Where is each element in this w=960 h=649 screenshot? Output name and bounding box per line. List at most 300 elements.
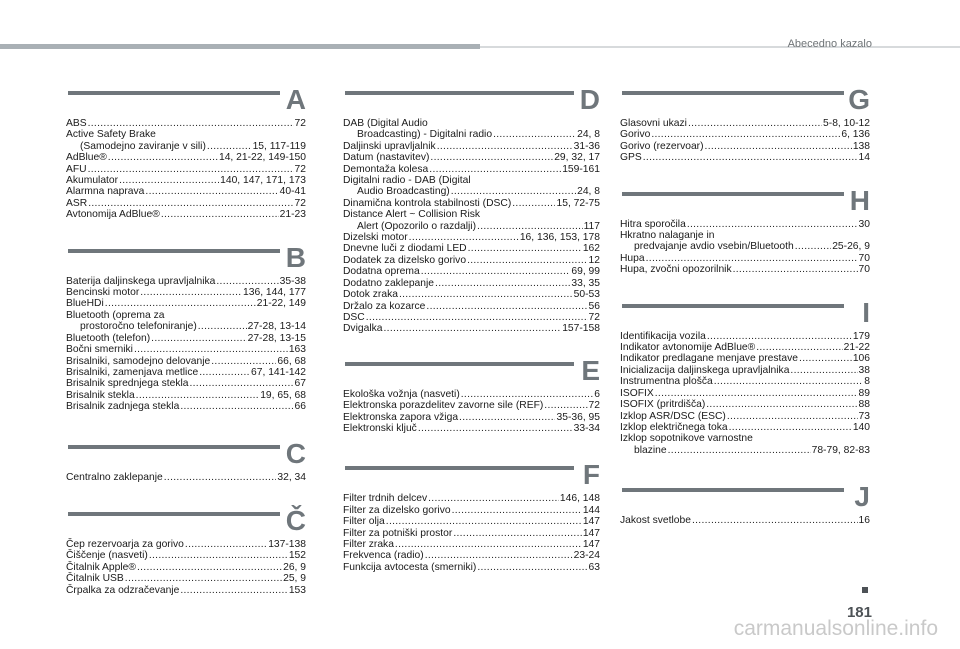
index-entry-page: 5-8, 10-12: [823, 118, 870, 129]
dot-leader: [435, 278, 570, 289]
index-entry: [66, 276, 306, 287]
dot-leader: [668, 445, 811, 456]
index-entry-text: Brisalnik zadnjega stekla: [66, 401, 180, 413]
index-entry-page: 21-23: [279, 209, 306, 221]
index-entry-page: 67, 141-142: [251, 366, 306, 378]
index-entry: [343, 243, 600, 254]
index-entry: [620, 118, 870, 129]
index-entry-page: 117: [583, 220, 600, 232]
index-entry-page: 50-53: [573, 289, 600, 301]
section-letter: H: [849, 184, 870, 216]
dot-leader: [799, 353, 852, 364]
index-entry-text: AFU: [66, 163, 87, 175]
dot-leader: [366, 312, 588, 323]
index-entry-text: (Samodejno zaviranje v sili): [80, 140, 206, 152]
section-rule: [345, 362, 574, 366]
index-entry: [343, 141, 600, 152]
section-header: [620, 184, 870, 217]
index-entry: [66, 390, 306, 401]
index-entry-text: Brisalnik stekla: [66, 389, 135, 401]
index-entry: [343, 550, 600, 561]
dot-leader: [137, 562, 282, 573]
index-section-c: [66, 437, 306, 483]
index-section-i: [620, 296, 870, 456]
section-rule: [345, 466, 574, 470]
index-entry: [343, 528, 600, 539]
index-entry-page: 31-36: [573, 140, 600, 152]
index-entry-text: Držalo za kozarce: [343, 300, 426, 312]
section-letter: Č: [285, 504, 306, 536]
section-letter: J: [854, 481, 870, 513]
dot-leader: [437, 141, 573, 152]
index-entry-page: 159-161: [562, 163, 600, 175]
dot-leader: [185, 539, 267, 550]
dot-leader: [428, 493, 559, 504]
index-entry-text: Inicializacija daljinskega upravljalnika: [620, 364, 790, 376]
index-entry-page: 179: [852, 330, 870, 342]
index-entry-text: Identifikacija vozila: [620, 330, 706, 342]
index-entry: [66, 367, 306, 378]
dot-leader: [425, 550, 573, 561]
index-entry-text: ABS: [66, 118, 87, 129]
index-entry-page: 63: [588, 561, 600, 573]
dot-leader: [756, 342, 842, 353]
dot-leader: [426, 301, 587, 312]
section-header: [620, 296, 870, 329]
index-entry-page: 35-38: [279, 275, 306, 287]
index-entry-page: 78-79, 82-83: [811, 444, 870, 456]
index-entry-page: 69, 99: [571, 266, 600, 278]
index-entry-text: ASR: [66, 197, 88, 209]
dot-leader: [161, 209, 279, 220]
index-entry-page: 147: [582, 538, 600, 550]
dot-leader: [108, 152, 218, 163]
index-entry-page: 152: [288, 550, 306, 562]
index-entry: [620, 353, 870, 364]
index-entry-page: 26, 9: [283, 561, 306, 573]
section-rule: [622, 304, 844, 308]
section-rule: [622, 91, 844, 95]
index-entry: [620, 376, 870, 387]
index-entry-page: 72: [294, 197, 306, 209]
index-entry-page: 70: [858, 252, 870, 264]
index-entry-text: DSC: [343, 311, 365, 323]
index-entry: [343, 400, 600, 411]
index-entry: [66, 186, 306, 197]
dot-leader: [149, 550, 288, 561]
index-entry-text: Ekološka vožnja (nasveti): [343, 388, 460, 400]
dot-leader: [461, 389, 594, 400]
dot-leader: [512, 198, 555, 209]
dot-leader: [493, 129, 576, 140]
index-entry-page: 73: [858, 410, 870, 422]
index-entry-text: ISOFIX (pritrdišča): [620, 399, 706, 411]
index-entry-page: 27-28, 13-15: [247, 332, 306, 344]
index-entry: [343, 301, 600, 312]
section-header: [343, 86, 600, 116]
index-entry-text: Dodatno zaklepanje: [343, 277, 435, 289]
index-entry-text: BlueHDi: [66, 298, 104, 310]
index-entry-text: Brisalniki, zamenjava metlice: [66, 366, 199, 378]
dot-leader: [409, 232, 519, 243]
index-entry-text: ISOFIX: [620, 387, 654, 399]
index-entry-text: Hupa: [620, 252, 645, 264]
index-entry-text: Indikator predlagane menjave prestave: [620, 353, 799, 365]
dot-leader: [88, 118, 294, 129]
index-entry-text: Bluetooth (telefon): [66, 332, 151, 344]
watermark: carmanualsonline.info: [733, 617, 938, 640]
index-entry: [620, 388, 870, 399]
section-header: [620, 86, 870, 116]
dot-leader: [692, 515, 858, 526]
dot-leader: [451, 186, 576, 197]
index-entry-page: 40-41: [279, 186, 306, 198]
index-entry-page: 144: [582, 504, 600, 516]
index-entry-page: 147: [582, 527, 600, 539]
index-entry-text: Digitalni radio - DAB (Digital: [343, 175, 471, 187]
index-entry-text: Izklop sopotnikove varnostne: [620, 433, 753, 445]
index-entry-text: blazine: [634, 444, 667, 456]
section-header: [343, 461, 600, 491]
index-entry-text: Gorivo: [620, 129, 651, 141]
section-letter: E: [581, 354, 600, 386]
index-entry-page: 8: [864, 376, 870, 388]
dot-leader: [384, 323, 562, 334]
index-column-3: [620, 64, 870, 527]
index-entry: [343, 412, 600, 423]
index-entry-text: Brisalnik sprednjega stekla: [66, 378, 189, 390]
index-entry-page: 27-28, 13-14: [247, 321, 306, 333]
section-header: [343, 354, 600, 387]
index-entry-text: Dodatna oprema: [343, 266, 420, 278]
index-entry: [66, 209, 306, 220]
dot-leader: [459, 412, 555, 423]
index-entry: [343, 389, 600, 400]
index-entry-text: Izklop električnega toka: [620, 421, 728, 433]
index-entry-text: Hitra sporočila: [620, 218, 686, 230]
dot-leader: [216, 276, 278, 287]
index-entry: [343, 266, 600, 277]
index-entry-page: 32, 34: [277, 471, 306, 483]
index-entry-page: 30: [858, 218, 870, 230]
index-entry-text: Funkcija avtocesta (smerniki): [343, 561, 477, 573]
section-letter: A: [285, 84, 306, 115]
index-entry-page: 89: [858, 387, 870, 399]
index-entry-text: Dnevne luči z diodami LED: [343, 243, 467, 255]
index-entry-text: Audio Broadcasting): [357, 186, 450, 198]
index-entry-text: Datum (nastavitev): [343, 152, 430, 164]
dot-leader: [199, 367, 250, 378]
index-column-2: [343, 64, 600, 573]
index-entry-text: Dotok zraka: [343, 289, 398, 301]
index-entry-page: 25-26, 9: [832, 241, 870, 253]
index-entry-page: 21-22, 149: [256, 298, 306, 310]
index-entry-text: Čitalnik USB: [66, 573, 124, 585]
index-entry-text: GPS: [620, 152, 642, 164]
index-entry-page: 88: [858, 399, 870, 411]
index-section-d: [343, 86, 600, 335]
index-entry-text: Daljinski upravljalnik: [343, 140, 436, 152]
index-entry: [343, 312, 600, 323]
index-entry: [343, 493, 600, 504]
index-entry-page: 157-158: [562, 323, 600, 335]
index-entry-page: 23-24: [573, 550, 600, 562]
index-entry: [620, 411, 870, 422]
index-entry-text: Bočni smerniki: [66, 344, 133, 356]
index-entry-text: prostoročno telefoniranje): [80, 321, 197, 333]
index-entry-page: 38: [858, 364, 870, 376]
index-entry-page: 70: [858, 264, 870, 276]
index-entry: [343, 289, 600, 300]
dot-leader: [125, 573, 282, 584]
dot-leader: [707, 331, 852, 342]
index-entry: [66, 321, 306, 332]
dot-leader: [544, 400, 587, 411]
index-entry-text: Čiščenje (nasveti): [66, 550, 148, 562]
index-entry-text: Baterija daljinskega upravljalnika: [66, 275, 216, 287]
index-entry-page: 24, 8: [577, 129, 600, 141]
index-entry: [343, 423, 600, 434]
index-entry: [66, 175, 306, 186]
dot-leader: [790, 365, 857, 376]
index-entry: [620, 365, 870, 376]
index-entry-text: Bluetooth (oprema za: [66, 309, 165, 321]
dot-leader: [468, 243, 582, 254]
index-entry: [343, 232, 600, 243]
index-entry-text: Filter olja: [343, 516, 385, 528]
dot-leader: [198, 321, 247, 332]
dot-leader: [687, 219, 858, 230]
dot-leader: [688, 118, 822, 129]
index-entry-page: 162: [582, 243, 600, 255]
dot-leader: [418, 423, 573, 434]
section-header: [620, 483, 870, 513]
section-letter: B: [285, 241, 306, 273]
index-entry: [66, 141, 306, 152]
section-rule: [68, 91, 280, 95]
index-entry: [66, 118, 306, 129]
index-entry-page: 138: [852, 140, 870, 152]
index-entry-text: Centralno zaklepanje: [66, 471, 163, 483]
index-entry: [620, 141, 870, 152]
index-entry-text: Distance Alert ~ Collision Risk: [343, 209, 481, 221]
dot-leader: [429, 164, 561, 175]
index-entry: [66, 198, 306, 209]
index-entry: [343, 562, 600, 573]
index-entry-page: 136, 144, 177: [243, 287, 306, 299]
index-entry-text: Dvigalka: [343, 323, 383, 335]
dot-leader: [655, 388, 858, 399]
dot-leader: [180, 401, 293, 412]
index-entry: [343, 516, 600, 527]
index-entry-text: Alert (Opozorilo o razdalji): [357, 220, 477, 232]
page-marker-square: [862, 587, 868, 593]
index-entry: [620, 152, 870, 163]
index-entry-text: Dinamična kontrola stabilnosti (DSC): [343, 197, 512, 209]
section-rule: [345, 91, 574, 95]
index-entry-text: Instrumentna plošča: [620, 376, 713, 388]
dot-leader: [119, 175, 219, 186]
index-section-b: [66, 241, 306, 413]
dot-leader: [706, 399, 857, 410]
index-entry: [343, 152, 600, 163]
dot-leader: [189, 378, 293, 389]
index-entry-text: Gorivo (rezervoar): [620, 140, 704, 152]
index-column-1: [66, 64, 306, 596]
index-entry-text: Hupa, zvočni opozorilnik: [620, 264, 732, 276]
index-entry: [620, 342, 870, 353]
index-section-h: [620, 184, 870, 276]
index-entry-text: Frekvenca (radio): [343, 550, 424, 562]
index-entry-text: Demontaža kolesa: [343, 163, 429, 175]
dot-leader: [729, 422, 852, 433]
dot-leader: [430, 152, 553, 163]
index-entry-text: Elektronski ključ: [343, 422, 417, 434]
index-entry-page: 106: [852, 353, 870, 365]
dot-leader: [151, 333, 246, 344]
index-entry: [66, 378, 306, 389]
index-section-f: [343, 461, 600, 573]
section-header: [66, 241, 306, 274]
dot-leader: [727, 411, 858, 422]
section-letter: G: [848, 84, 870, 115]
index-entry-page: 72: [294, 118, 306, 129]
index-entry-page: 16: [858, 515, 870, 527]
index-entry-page: 153: [288, 584, 306, 596]
dot-leader: [421, 266, 571, 277]
index-entry-page: 72: [588, 311, 600, 323]
dot-leader: [795, 241, 831, 252]
index-entry: [66, 344, 306, 355]
index-entry: [343, 255, 600, 266]
index-entry-page: 66: [294, 401, 306, 413]
section-rule: [68, 445, 280, 449]
dot-leader: [714, 376, 864, 387]
index-entry-page: 19, 65, 68: [260, 389, 306, 401]
index-entry-text: Čitalnik Apple®: [66, 561, 136, 573]
index-entry-page: 56: [588, 300, 600, 312]
index-entry-page: 72: [294, 163, 306, 175]
index-entry-page: 33-34: [573, 422, 600, 434]
page-header-title: Abecedno kazalo: [787, 38, 872, 50]
index-entry-text: Jakost svetlobe: [620, 515, 691, 527]
index-entry: [620, 422, 870, 433]
dot-leader: [453, 528, 582, 539]
dot-leader: [467, 255, 587, 266]
index-entry: [343, 186, 600, 197]
index-entry-text: DAB (Digital Audio: [343, 118, 428, 129]
index-entry: [620, 264, 870, 275]
dot-leader: [733, 264, 858, 275]
index-entry-text: Dizelski motor: [343, 232, 408, 244]
index-entry: [343, 129, 600, 140]
index-entry-text: Filter zraka: [343, 538, 394, 550]
dot-leader: [207, 141, 252, 152]
section-rule: [622, 488, 844, 492]
index-entry-text: Filter za potniški prostor: [343, 527, 453, 539]
index-entry-page: 6, 136: [841, 129, 870, 141]
dot-leader: [452, 505, 582, 516]
index-entry: [66, 550, 306, 561]
index-entry-page: 140: [852, 421, 870, 433]
dot-leader: [651, 129, 840, 140]
index-entry-page: 15, 117-119: [252, 140, 306, 152]
index-entry-text: Broadcasting) - Digitalni radio: [357, 129, 493, 141]
index-entry-text: Elektronska zapora vžiga: [343, 411, 459, 423]
index-entry-text: Filter trdnih delcev: [343, 493, 428, 505]
index-entry-text: Alarmna naprava: [66, 186, 145, 198]
index-entry-text: Akumulator: [66, 175, 119, 187]
index-entry: [66, 152, 306, 163]
index-entry-page: 163: [288, 344, 306, 356]
index-entry: [66, 287, 306, 298]
index-entry: [343, 505, 600, 516]
index-entry: [66, 333, 306, 344]
index-entry-page: 146, 148: [559, 493, 600, 505]
index-entry-text: Elektronska porazdelitev zavorne sile (REF): [343, 400, 544, 412]
index-entry-page: 29, 32, 17: [554, 152, 600, 164]
index-entry-page: 24, 8: [577, 186, 600, 198]
index-entry: [620, 445, 870, 456]
index-entry: [620, 515, 870, 526]
section-letter: F: [582, 459, 600, 491]
index-entry-text: Active Safety Brake: [66, 129, 156, 141]
section-letter: D: [579, 84, 600, 115]
section-rule: [622, 192, 844, 196]
index-entry: [620, 129, 870, 140]
index-entry-page: 35-36, 95: [556, 411, 600, 423]
index-entry-text: Glasovni ukazi: [620, 118, 687, 129]
index-section-č: [66, 504, 306, 596]
index-entry-text: Hkratno nalaganje in: [620, 230, 715, 242]
dot-leader: [211, 356, 276, 367]
index-entry-text: Avtonomija AdBlue®: [66, 209, 160, 221]
dot-leader: [140, 287, 242, 298]
index-entry-page: 66, 68: [277, 355, 306, 367]
dot-leader: [180, 585, 287, 596]
index-entry: [66, 573, 306, 584]
header-bar-thin: [480, 46, 960, 48]
index-entry: [66, 164, 306, 175]
index-entry: [66, 585, 306, 596]
index-entry-page: 72: [588, 400, 600, 412]
index-entry: [66, 401, 306, 412]
index-entry-page: 25, 9: [283, 573, 306, 585]
dot-leader: [145, 186, 278, 197]
index-entry: [66, 539, 306, 550]
section-header: [66, 86, 306, 116]
index-entry: [343, 278, 600, 289]
page-number: 181: [846, 604, 872, 621]
index-entry: [343, 539, 600, 550]
index-section-e: [343, 354, 600, 435]
index-entry-text: Bencinski motor: [66, 287, 140, 299]
index-entry: [620, 219, 870, 230]
dot-leader: [399, 289, 573, 300]
index-section-a: [66, 86, 306, 221]
index-entry: [343, 164, 600, 175]
index-section-j: [620, 483, 870, 526]
dot-leader: [477, 221, 583, 232]
dot-leader: [395, 539, 582, 550]
dot-leader: [705, 141, 852, 152]
dot-leader: [643, 152, 858, 163]
index-entry-text: Izklop ASR/DSC (ESC): [620, 410, 726, 422]
section-letter: I: [862, 296, 870, 328]
section-rule: [68, 249, 280, 253]
index-entry: [343, 323, 600, 334]
dot-leader: [88, 164, 294, 175]
